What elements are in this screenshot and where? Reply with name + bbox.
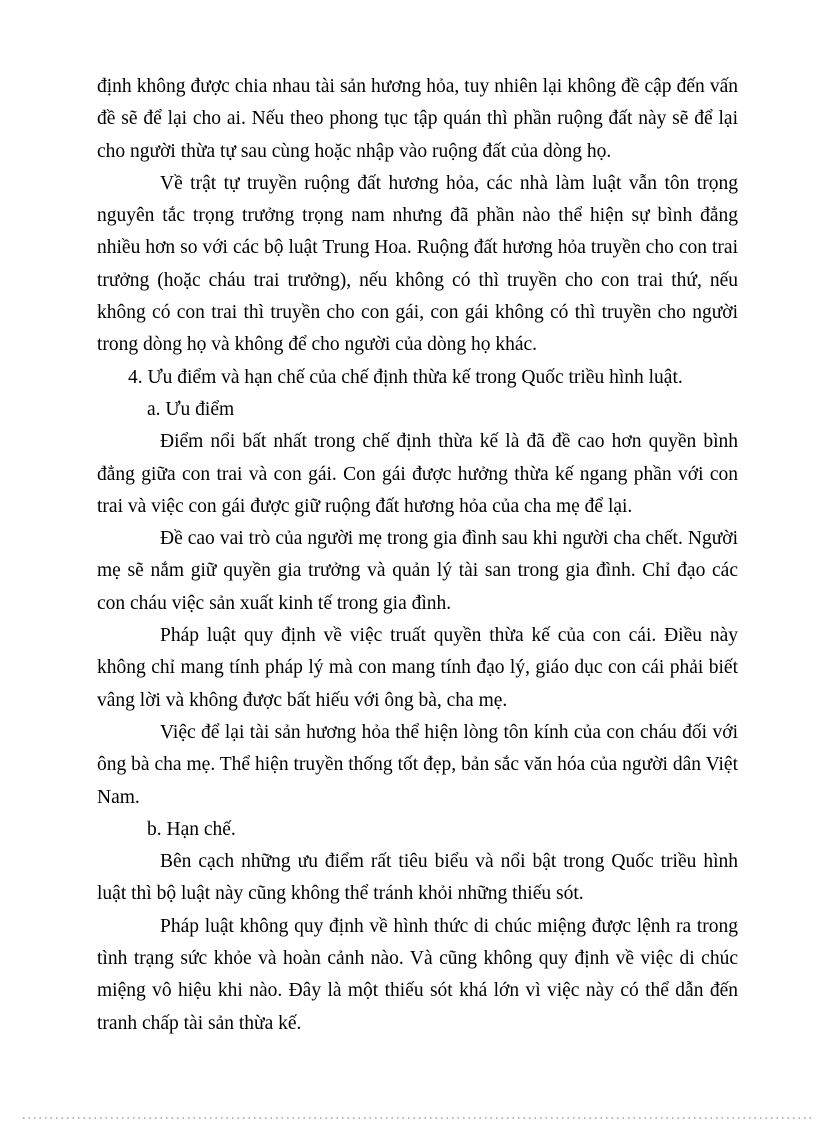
paragraph: định không được chia nhau tài sản hương hỏa, tuy nhiên lại không đề cập đến vấn đề sẽ để lại cho ai. Nếu theo phong tục tập quán thì phần ruộng đất này sẽ để lại cho người thừa tự sau cùng hoặc nhập vào ruộng đất của dòng họ. xyxy=(97,76,738,162)
paragraph: 4. Ưu điểm và hạn chế của chế định thừa kế trong Quốc triều hình luật. xyxy=(128,366,683,388)
paragraph: b. Hạn chế. xyxy=(147,818,236,840)
paragraph: Pháp luật không quy định về hình thức di chúc miệng được lệnh ra trong tình trạng sức khỏe và hoàn cảnh nào. Và cũng không quy định về việc di chúc miệng vô hiệu khi nào. Đây là một thiếu sót khá lớn vì việc này có thể dẫn đến tranh chấp tài sản thừa kế. xyxy=(97,915,738,1034)
document-body xyxy=(97,71,738,1040)
paragraph: Về trật tự truyền ruộng đất hương hỏa, các nhà làm luật vẫn tôn trọng nguyên tắc trọng trưởng trọng nam nhưng đã phần nào thể hiện sự bình đẳng nhiều hơn so với các bộ luật Trung Hoa. Ruộng đất hương hỏa truyền cho con trai trưởng (hoặc cháu trai trưởng), nếu không có thì truyền cho con trai thứ, nếu không có con trai thì truyền cho con gái, con gái không có thì truyền cho người trong dòng họ và không để cho người của dòng họ khác. xyxy=(97,172,738,356)
paragraph: Đề cao vai trò của người mẹ trong gia đình sau khi người cha chết. Người mẹ sẽ nắm giữ quyền gia trưởng và quản lý tài san trong gia đình. Chỉ đạo các con cháu việc sản xuất kinh tế trong gia đình. xyxy=(97,528,738,614)
paragraph: a. Ưu điểm xyxy=(147,398,235,420)
paragraph: Pháp luật quy định về việc truất quyền thừa kế của con cái. Điều này không chỉ mang tính pháp lý mà con mang tính đạo lý, giáo dục con cái phải biết vâng lời và không được bất hiếu với ông bà, cha mẹ. xyxy=(97,625,738,711)
paragraph: Điểm nổi bất nhất trong chế định thừa kế là đã đề cao hơn quyền bình đẳng giữa con trai và con gái. Con gái được hưởng thừa kế ngang phần với con trai và việc con gái được giữ ruộng đất hương hỏa của cha mẹ để lại. xyxy=(97,431,738,517)
paragraph: Việc để lại tài sản hương hỏa thể hiện lòng tôn kính của con cháu đối với ông bà cha mẹ. Thể hiện truyền thống tốt đẹp, bản sắc văn hóa của người dân Việt Nam. xyxy=(97,721,738,808)
page-bottom-dotted-divider xyxy=(23,1117,812,1119)
paragraph: Bên cạch những ưu điểm rất tiêu biểu và nổi bật trong Quốc triều hình luật thì bộ luật này cũng không thể tránh khỏi những thiếu sót. xyxy=(97,851,738,905)
